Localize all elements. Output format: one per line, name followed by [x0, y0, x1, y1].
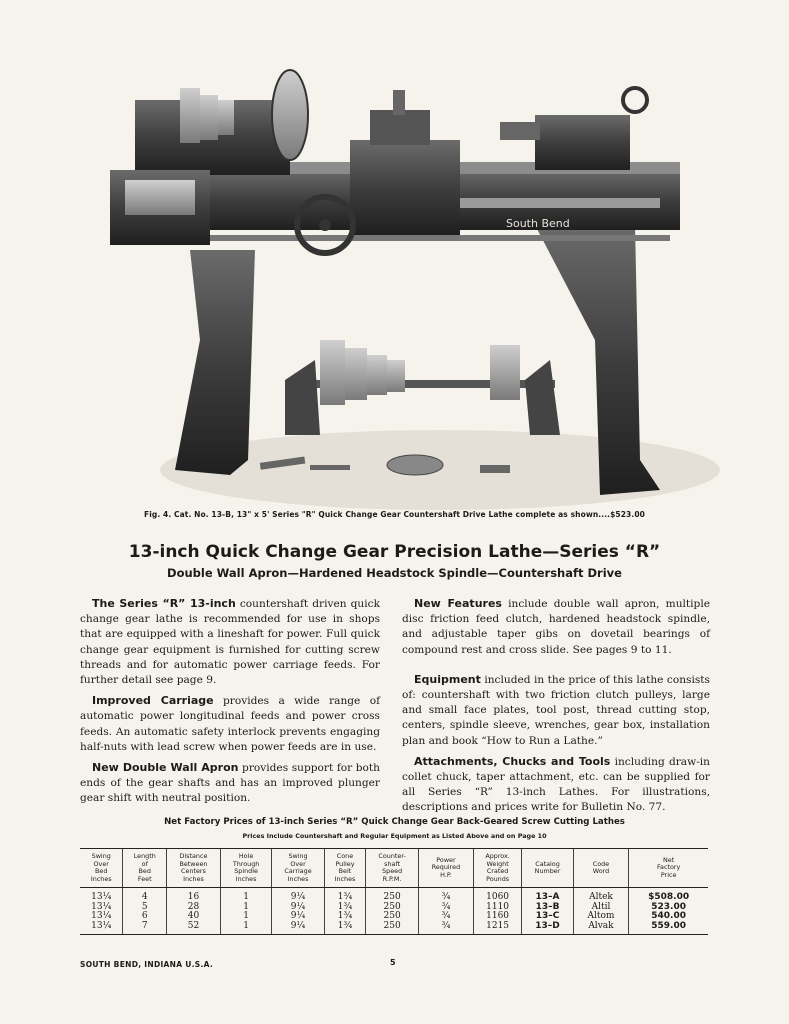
- table-cell: Alvak: [573, 922, 629, 935]
- paragraph: [80, 760, 380, 807]
- header-line: Feet: [137, 874, 152, 883]
- header-line: Factory: [656, 863, 681, 872]
- table-cell: 9¼: [272, 888, 325, 903]
- header-line: Inches: [334, 874, 356, 883]
- paragraph-text: provides a wide range of automatic power longitudinal feeds and power cross feeds. An automatic safety interlock prevents engaging half-nuts with lead screw when power feeds are in use.: [80, 695, 381, 753]
- table-cell: 250: [366, 903, 419, 912]
- header-line: Cone: [336, 852, 354, 860]
- paragraph-text: included in the price of this lathe consists of: countershaft with two friction clutch pulleys, large and small face plates, tool post, thread cutting stop, centers, spindle sleeve, wrenches, gear box, installation plan and book “How to Run a Lathe.”: [402, 673, 710, 747]
- paragraph: [402, 754, 710, 816]
- paragraph: [402, 672, 710, 749]
- header-line: Through: [232, 859, 260, 868]
- header-line: Catalog: [535, 859, 560, 868]
- table-cell: 28: [167, 903, 221, 912]
- table-header-cell: [123, 849, 167, 888]
- header-line: Weight: [486, 859, 509, 868]
- page-subtitle: Double Wall Apron—Hardened Headstock Spindle—Countershaft Drive: [167, 566, 622, 580]
- table-header-cell: [220, 849, 271, 888]
- table-cell: 250: [366, 922, 419, 935]
- paragraph-text: include double wall apron, multiple disc friction feed clutch, hardened headstock spindle, and adjustable taper gibs on dovetail bearings of compound rest and cross slide. See pages 9 to 11.: [402, 598, 710, 656]
- header-line: Swing: [288, 852, 308, 860]
- header-line: Speed: [382, 867, 403, 876]
- paragraph: [80, 596, 380, 688]
- header-line: of: [141, 859, 148, 868]
- header-line: Inches: [287, 874, 309, 883]
- right-column: [402, 596, 710, 821]
- header-line: Pulley: [335, 859, 355, 868]
- table-cell: 1060: [473, 888, 522, 903]
- table-header-cell: [272, 849, 325, 888]
- table-subtitle: Prices Include Countershaft and Regular Equipment as Listed Above and on Page 10: [242, 832, 547, 840]
- paragraph-lead: Equipment: [414, 672, 481, 686]
- table-cell: Altil: [573, 903, 629, 912]
- table-cell: 40: [167, 912, 221, 921]
- table-cell: 6: [123, 912, 167, 921]
- header-line: Length: [133, 852, 156, 860]
- table-header-cell: [366, 849, 419, 888]
- table-cell: ¾: [419, 922, 474, 935]
- table-cell: 16: [167, 888, 221, 903]
- table-cell: 523.00: [629, 903, 708, 912]
- table-cell: 1¾: [324, 903, 365, 912]
- page-title: 13-inch Quick Change Gear Precision Lathe—Series “R”: [128, 542, 661, 562]
- page-number: 5: [390, 958, 396, 967]
- header-line: R.P.M.: [382, 874, 402, 883]
- table-cell: 13¼: [91, 892, 112, 903]
- table-cell: 13–C: [522, 912, 573, 921]
- header-line: Counter-: [378, 852, 406, 860]
- table-cell: 9¼: [272, 922, 325, 935]
- table-header-cell: [573, 849, 629, 888]
- header-line: Spindle: [234, 867, 258, 876]
- paragraph-lead: New Features: [414, 597, 502, 610]
- header-line: Inches: [235, 874, 257, 883]
- header-line: Required: [431, 863, 461, 872]
- header-line: Net: [663, 855, 675, 864]
- paragraph-lead: The Series “R” 13-inch: [92, 597, 236, 610]
- table-cell: 1¾: [324, 912, 365, 921]
- table-cell: 13–D: [522, 922, 573, 935]
- header-line: Code: [592, 859, 610, 868]
- table-header-cell: [522, 849, 573, 888]
- header-line: Distance: [179, 852, 208, 860]
- left-column: [80, 596, 380, 812]
- table-cell: 1: [220, 922, 271, 935]
- header-line: Belt: [338, 867, 352, 876]
- header-line: Approx.: [485, 852, 510, 860]
- header-line: Bed: [95, 867, 108, 876]
- header-line: Crated: [486, 867, 509, 876]
- table-cell: 13¼: [91, 901, 112, 912]
- paragraph-text: provides support for both ends of the gear shafts and has an improved plunger gear shift with neutral position.: [80, 762, 380, 805]
- table-cell: 4: [123, 888, 167, 903]
- table-cell: 1160: [473, 912, 522, 921]
- footer-location: SOUTH BEND, INDIANA U.S.A.: [80, 960, 214, 969]
- table-header-cell: [80, 849, 123, 888]
- table-cell: ¾: [419, 912, 474, 921]
- paragraph-lead: New Double Wall Apron: [92, 761, 239, 775]
- header-line: Between: [179, 859, 208, 868]
- paragraph-text: including draw-in collet chuck, taper attachment, etc. can be supplied for all Series “R” 13-inch Lathes. For illustrations, descriptions and prices write for Bulletin No. 77.: [402, 755, 710, 814]
- table-cell: ¾: [419, 888, 474, 903]
- table-cell: 1: [220, 912, 271, 921]
- paragraph-lead: Improved Carriage: [92, 694, 214, 708]
- figure-caption: Fig. 4. Cat. No. 13-B, 13" x 5' Series "R" Quick Change Gear Countershaft Drive Lathe complete as shown....$523.00: [144, 510, 645, 519]
- table-cell: 1: [220, 903, 271, 912]
- table-cell: $508.00: [629, 888, 708, 903]
- table-header-cell: [167, 849, 221, 888]
- table-header-row: [80, 849, 708, 888]
- table-cell: ¾: [419, 903, 474, 912]
- table-header-cell: [324, 849, 365, 888]
- table-cell: 9¼: [272, 903, 325, 912]
- header-line: Inches: [90, 874, 112, 883]
- header-line: H.P.: [440, 870, 452, 879]
- price-table: [80, 848, 708, 935]
- header-line: Swing: [91, 852, 111, 860]
- table-cell: 52: [167, 922, 221, 935]
- header-line: Bed: [138, 867, 151, 876]
- table-cell: 13¼: [91, 911, 112, 922]
- table-cell: 13–A: [522, 888, 573, 903]
- bed-branding: South Bend: [506, 217, 570, 230]
- table-cell: 1¾: [324, 922, 365, 935]
- header-line: shaft: [384, 859, 401, 868]
- table-cell: 1¾: [324, 888, 365, 903]
- table-header-cell: [473, 849, 522, 888]
- header-line: Carriage: [284, 867, 312, 876]
- paragraph-text: countershaft driven quick change gear lathe is recommended for use in shops that are equipped with a lineshaft for power. Full quick change gear equipment is furnished for cutting screw threads and for automatic power carriage feeds. For further detail see page 9.: [80, 598, 380, 687]
- table-header-cell: [629, 849, 708, 888]
- table-cell: Altek: [573, 888, 629, 903]
- header-line: Centers: [181, 867, 206, 876]
- table-header-cell: [419, 849, 474, 888]
- table-cell: 5: [123, 903, 167, 912]
- table-cell: 540.00: [629, 912, 708, 921]
- table-row: [80, 922, 708, 935]
- table-title: Net Factory Prices of 13-inch Series “R” Quick Change Gear Back-Geared Screw Cutting Lathes: [164, 817, 625, 827]
- table-cell: 250: [366, 912, 419, 921]
- header-line: Inches: [183, 874, 204, 883]
- header-line: Hole: [238, 852, 254, 860]
- table-cell: 559.00: [629, 922, 708, 935]
- table-cell: 1110: [473, 903, 522, 912]
- table-cell: 13¼: [80, 922, 123, 935]
- lathe-illustration: [80, 40, 720, 510]
- table-cell: 9¼: [272, 912, 325, 921]
- table-cell: 1: [220, 888, 271, 903]
- paragraph: [402, 596, 710, 658]
- table-cell: 7: [123, 922, 167, 935]
- table-cell: 13–B: [522, 903, 573, 912]
- header-line: Number: [534, 867, 561, 876]
- table-cell: 250: [366, 888, 419, 903]
- header-line: Word: [592, 867, 610, 876]
- header-line: Pounds: [486, 874, 510, 883]
- paragraph: [80, 693, 380, 755]
- header-line: Price: [660, 870, 677, 879]
- header-line: Over: [93, 859, 109, 868]
- table-row: [80, 888, 708, 903]
- table-cell: 1215: [473, 922, 522, 935]
- header-line: Over: [290, 859, 306, 868]
- table-cell: Altom: [573, 912, 629, 921]
- paragraph-lead: Attachments, Chucks and Tools: [414, 754, 611, 768]
- header-line: Power: [436, 855, 456, 864]
